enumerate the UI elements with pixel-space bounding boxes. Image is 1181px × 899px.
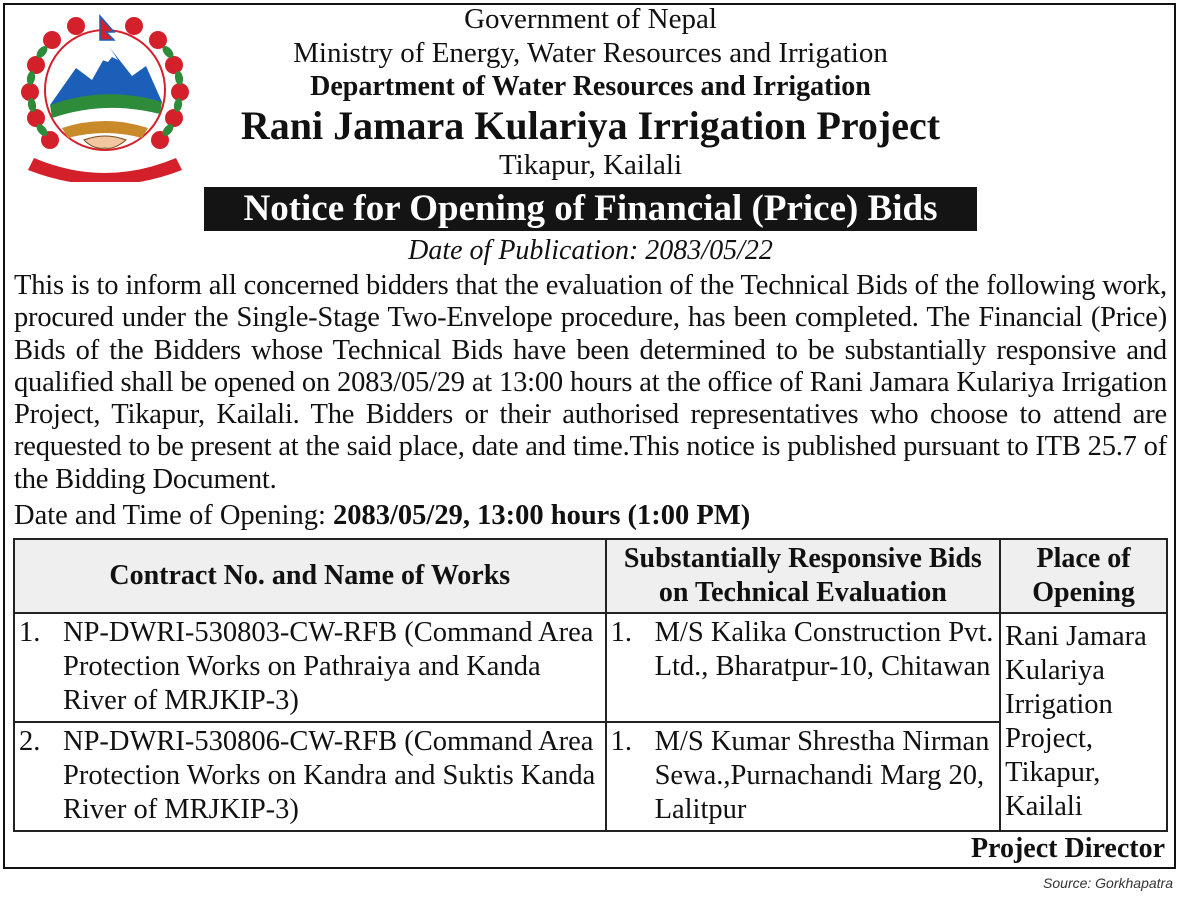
opening-label: Date and Time of Opening: xyxy=(14,500,334,531)
contract-name: NP-DWRI-530806-CW-RFB (Command Area Protection Works on Kandra and Suktis Kanda River of MRJKIP-3) xyxy=(63,726,596,825)
contract-number: 1. xyxy=(19,617,41,648)
table-header-row xyxy=(14,539,1167,613)
bids-table xyxy=(13,538,1168,832)
government-heading: Government of Nepal xyxy=(464,3,717,35)
header-responsive: Substantially Responsive Bids on Technical Evaluation xyxy=(606,539,1001,613)
signoff-project-director: Project Director xyxy=(970,833,1165,864)
place-of-opening-cell: Rani Jamara Kulariya Irrigation Project, Tikapur, Kailali xyxy=(1000,613,1167,831)
contract-cell xyxy=(14,613,606,722)
header-place: Place of Opening xyxy=(1000,539,1167,613)
contract-number: 2. xyxy=(19,726,41,757)
opening-datetime xyxy=(14,499,750,533)
table-row xyxy=(14,722,1167,831)
header-contract: Contract No. and Name of Works xyxy=(14,539,606,613)
project-location: Tikapur, Kailali xyxy=(498,149,683,181)
project-title: Rani Jamara Kulariya Irrigation Project xyxy=(240,103,941,148)
bidder-name: M/S Kumar Shrestha Nirman Sewa.,Purnachandi Marg 20, Lalitpur xyxy=(654,726,990,825)
bidder-cell xyxy=(606,722,1001,831)
notice-body: This is to inform all concerned bidders that the evaluation of the Technical Bids of the following work, procured under the Single-Stage Two-Envelope procedure, has been completed. The Financial (Price) Bids of the Bidders whose Technical Bids have been determined to be substantially responsive and qualified shall be opened on 2083/05/29 at 13:00 hours at the office of Rani Jamara Kulariya Irrigation Project, Tikapur, Kailali. The Bidders or their authorised representatives who choose to attend are requested to be present at the said place, date and time.This notice is published pursuant to ITB 25.7 of the Bidding Document. xyxy=(14,270,1167,495)
contract-cell xyxy=(14,722,606,831)
ministry-heading: Ministry of Energy, Water Resources and Irrigation xyxy=(293,37,888,69)
department-heading: Department of Water Resources and Irrigation xyxy=(310,71,871,102)
notice-title-banner: Notice for Opening of Financial (Price) Bids xyxy=(204,187,977,231)
bidder-name: M/S Kalika Construction Pvt. Ltd., Bharatpur-10, Chitawan xyxy=(654,617,994,682)
bidder-cell xyxy=(606,613,1001,722)
bidder-number: 1. xyxy=(610,617,632,648)
opening-value: 2083/05/29, 13:00 hours (1:00 PM) xyxy=(333,500,751,531)
contract-name: NP-DWRI-530803-CW-RFB (Command Area Protection Works on Pathraiya and Kanda River of MRJKIP-3) xyxy=(63,617,594,716)
publication-date: Date of Publication: 2083/05/22 xyxy=(408,235,773,266)
bidder-number: 1. xyxy=(610,726,632,757)
source-credit: Source: Gorkhapatra xyxy=(1043,875,1173,891)
table-row xyxy=(14,613,1167,722)
